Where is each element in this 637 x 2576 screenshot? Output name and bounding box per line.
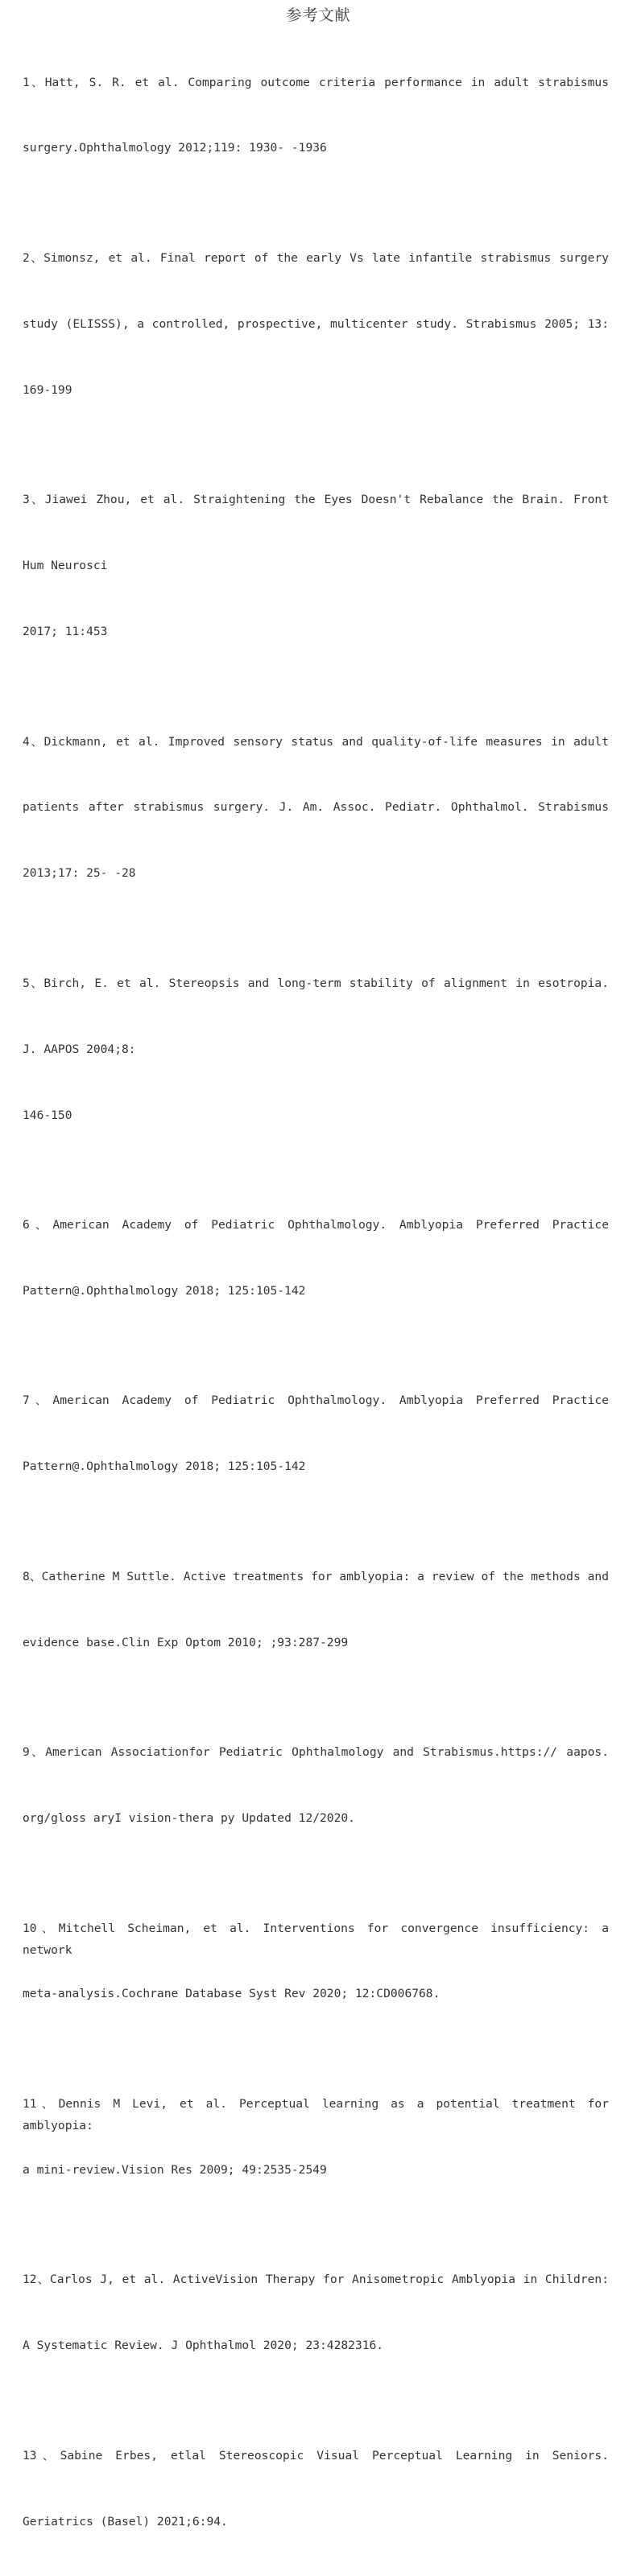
reference-line: Pattern@.Ophthalmology 2018; 125:105-142 <box>23 1459 306 1474</box>
reference-line: study (ELISSS), a controlled, prospective, multicenter study. Strabismus 2005; 13: <box>23 316 609 331</box>
reference-line: 8、Catherine M Suttle. Active treatments for amblyopia: a review of the methods and <box>23 1569 609 1583</box>
reference-line: 7、American Academy of Pediatric Ophthalmology. Amblyopia Preferred Practice <box>23 1393 609 1408</box>
reference-line: 2017; 11:453 <box>23 625 108 639</box>
reference-item-4 <box>23 687 609 928</box>
reference-line: 10、Mitchell Scheiman, et al. Interventions for convergence insufficiency: a network <box>23 1921 609 1957</box>
reference-line: patients after strabismus surgery. J. Am. Assoc. Pediatr. Ophthalmol. Strabismus <box>23 800 609 815</box>
reference-item-12 <box>23 2225 609 2401</box>
reference-line: evidence base.Clin Exp Optom 2010; ;93:287-299 <box>23 1635 349 1649</box>
reference-line: 2013;17: 25- -28 <box>23 866 136 881</box>
reference-line: 12、Carlos J, et al. ActiveVision Therapy for Anisometropic Amblyopia in Children: <box>23 2273 609 2287</box>
reference-item-11 <box>23 2049 609 2224</box>
reference-line: 5、Birch, E. et al. Stereopsis and long-term stability of alignment in esotropia. <box>23 976 609 990</box>
reference-item-10 <box>23 1873 609 2049</box>
reference-line: 9、American Associationfor Pediatric Ophthalmology and Strabismus.https:// aapos. <box>23 1745 609 1760</box>
reference-line: 1、Hatt, S. R. et al. Comparing outcome criteria performance in adult strabismus <box>23 75 609 89</box>
reference-item-5 <box>23 928 609 1170</box>
reference-line: org/gloss aryI vision-thera py Updated 12/2020. <box>23 1811 355 1826</box>
reference-item-9 <box>23 1698 609 1873</box>
reference-line: 13、Sabine Erbes, etlal Stereoscopic Visual Perceptual Learning in Seniors. <box>23 2448 609 2462</box>
reference-line: Hum Neurosci <box>23 559 108 573</box>
reference-item-8 <box>23 1521 609 1697</box>
reference-line: 3、Jiawei Zhou, et al. Straightening the Eyes Doesn't Rebalance the Brain. Front <box>23 493 609 507</box>
reference-item-1 <box>23 27 609 203</box>
reference-line: 4、Dickmann, et al. Improved sensory status and quality-of-life measures in adult <box>23 734 609 749</box>
reference-line: J. AAPOS 2004;8: <box>23 1042 136 1056</box>
reference-line: Pattern@.Ophthalmology 2018; 125:105-142 <box>23 1283 306 1298</box>
page-title: 参考文献 <box>286 6 351 24</box>
reference-line: a mini-review.Vision Res 2009; 49:2535-2549 <box>23 2162 327 2177</box>
reference-line: 146-150 <box>23 1108 72 1122</box>
reference-line: 2、Simonsz, et al. Final report of the early Vs late infantile strabismus surgery <box>23 250 609 265</box>
reference-line: meta-analysis.Cochrane Database Syst Rev 2020; 12:CD006768. <box>23 1987 441 2001</box>
reference-item-3 <box>23 445 609 687</box>
reference-line: surgery.Ophthalmology 2012;119: 1930- -1936 <box>23 141 327 155</box>
reference-line: Geriatrics (Basel) 2021;6:94. <box>23 2514 228 2529</box>
reference-line: 11、Dennis M Levi, et al. Perceptual learning as a potential treatment for amblyopia: <box>23 2096 609 2133</box>
reference-line: A Systematic Review. J Ophthalmol 2020; 23:4282316. <box>23 2339 384 2353</box>
reference-item-7 <box>23 1346 609 1521</box>
reference-line: 169-199 <box>23 382 72 397</box>
reference-list <box>23 27 609 2576</box>
reference-item-2 <box>23 203 609 444</box>
reference-item-13 <box>23 2401 609 2576</box>
reference-line: 6、American Academy of Pediatric Ophthalmology. Amblyopia Preferred Practice <box>23 1218 609 1232</box>
reference-item-6 <box>23 1170 609 1345</box>
